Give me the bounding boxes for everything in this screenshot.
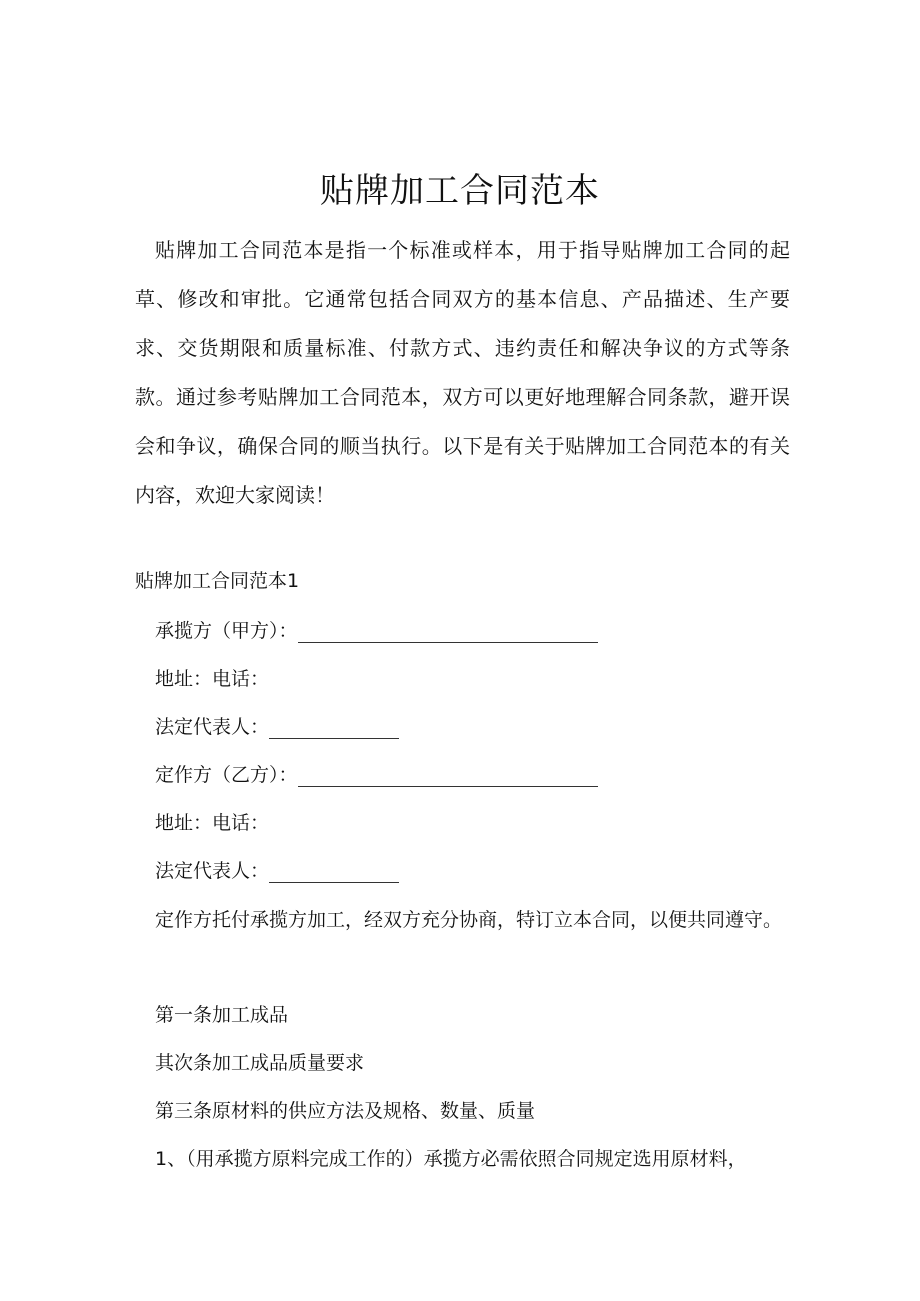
party-b-rep-line: [155, 853, 399, 889]
party-a-rep-line: [155, 709, 399, 745]
party-b-rep-label: 法定代表人：: [155, 860, 270, 882]
party-b-blank: [298, 766, 598, 787]
document-title: 贴牌加工合同范本: [320, 170, 600, 211]
party-a-label: 承揽方（甲方）：: [155, 620, 298, 642]
clause-1: 1、（用承揽方原料完成工作的）承揽方必需依照合同规定选用原材料，: [155, 1148, 747, 1170]
party-a-rep-label: 法定代表人：: [155, 716, 270, 738]
party-a-line: [155, 613, 598, 649]
article-1: 第一条加工成品: [155, 1004, 289, 1026]
party-b-rep-blank: [269, 862, 399, 883]
party-a-blank: [298, 622, 598, 643]
party-b-address: 地址：电话：: [155, 812, 270, 834]
party-a-address: 地址：电话：: [155, 668, 270, 690]
section-title: 贴牌加工合同范本1: [135, 570, 300, 592]
agreement-paragraph: 定作方托付承揽方加工，经双方充分协商，特订立本合同，以便共同遵守。: [155, 909, 783, 931]
party-b-label: 定作方（乙方）：: [155, 764, 298, 786]
party-b-line: [155, 757, 598, 793]
article-3: 第三条原材料的供应方法及规格、数量、质量: [155, 1100, 536, 1122]
party-a-rep-blank: [269, 718, 399, 739]
intro-paragraph: 贴牌加工合同范本是指一个标准或样本，用于指导贴牌加工合同的起草、修改和审批。它通常包括合同双方的基本信息、产品描述、生产要求、交货期限和质量标准、付款方式、违约责任和解决争议的方式等条款。通过参考贴牌加工合同范本，双方可以更好地理解合同条款，避开误会和争议，确保合同的顺当执行。以下是有关于贴牌加工合同范本的有关内容，欢迎大家阅读！: [135, 238, 790, 507]
article-2: 其次条加工成品质量要求: [155, 1052, 365, 1074]
